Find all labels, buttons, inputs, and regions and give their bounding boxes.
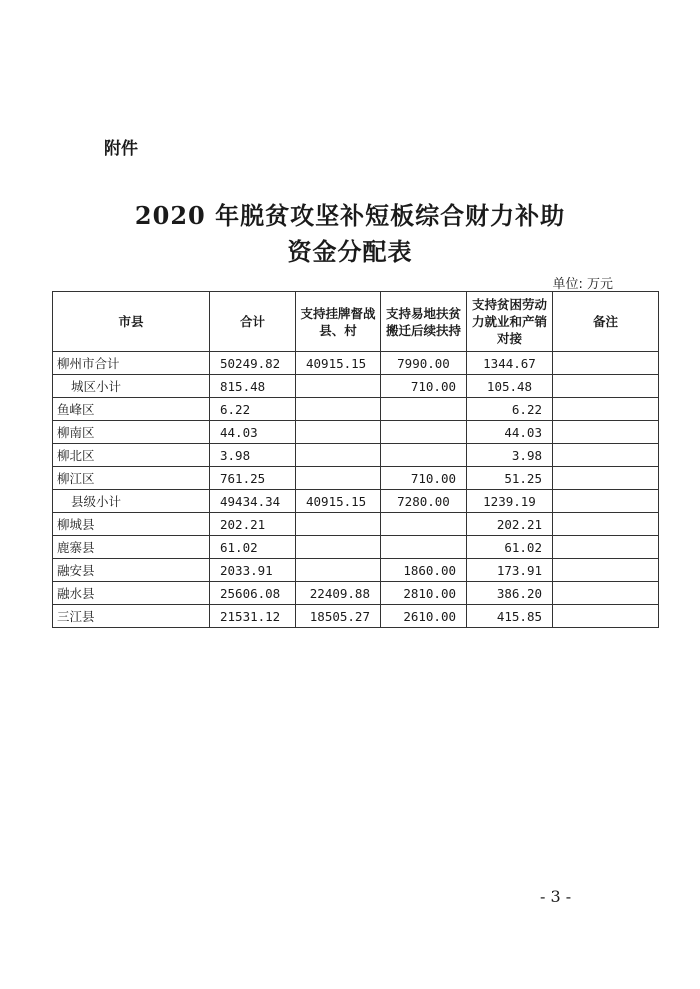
cell-city-county: 城区小计 — [53, 375, 210, 398]
cell-total: 50249.82 — [210, 352, 296, 375]
allocation-table — [52, 291, 659, 628]
cell-employment-support: 1239.19 — [467, 490, 553, 513]
cell-city-county: 三江县 — [53, 605, 210, 628]
cell-remarks — [553, 513, 659, 536]
cell-city-county: 鱼峰区 — [53, 398, 210, 421]
unit-label: 单位: 万元 — [552, 277, 613, 292]
cell-total: 49434.34 — [210, 490, 296, 513]
table-row — [53, 467, 659, 490]
cell-relocation-support: 710.00 — [381, 467, 467, 490]
cell-remarks — [553, 375, 659, 398]
cell-remarks — [553, 467, 659, 490]
cell-listed-supervision: 40915.15 — [296, 490, 381, 513]
cell-listed-supervision — [296, 536, 381, 559]
cell-listed-supervision — [296, 467, 381, 490]
cell-employment-support: 202.21 — [467, 513, 553, 536]
cell-relocation-support: 7280.00 — [381, 490, 467, 513]
cell-remarks — [553, 490, 659, 513]
page-title: 2020 年脱贫攻坚补短板综合财力补助 — [134, 201, 566, 230]
cell-remarks — [553, 582, 659, 605]
cell-listed-supervision: 40915.15 — [296, 352, 381, 375]
page-number: - 3 - — [540, 887, 572, 906]
cell-city-county: 柳江区 — [53, 467, 210, 490]
cell-employment-support: 386.20 — [467, 582, 553, 605]
cell-remarks — [553, 605, 659, 628]
cell-employment-support: 3.98 — [467, 444, 553, 467]
cell-relocation-support: 710.00 — [381, 375, 467, 398]
cell-listed-supervision — [296, 559, 381, 582]
cell-city-county: 柳州市合计 — [53, 352, 210, 375]
header-remarks: 备注 — [553, 292, 659, 352]
cell-total: 21531.12 — [210, 605, 296, 628]
table-row — [53, 536, 659, 559]
cell-listed-supervision: 18505.27 — [296, 605, 381, 628]
table-row — [53, 375, 659, 398]
cell-remarks — [553, 536, 659, 559]
cell-city-county: 鹿寨县 — [53, 536, 210, 559]
cell-relocation-support: 2810.00 — [381, 582, 467, 605]
table-row — [53, 490, 659, 513]
cell-remarks — [553, 444, 659, 467]
cell-remarks — [553, 421, 659, 444]
cell-relocation-support: 2610.00 — [381, 605, 467, 628]
cell-employment-support: 6.22 — [467, 398, 553, 421]
table-row — [53, 398, 659, 421]
cell-city-county: 柳南区 — [53, 421, 210, 444]
table-row — [53, 421, 659, 444]
cell-remarks — [553, 559, 659, 582]
cell-city-county: 融水县 — [53, 582, 210, 605]
cell-total: 761.25 — [210, 467, 296, 490]
cell-relocation-support: 1860.00 — [381, 559, 467, 582]
cell-listed-supervision — [296, 398, 381, 421]
table-row — [53, 513, 659, 536]
cell-total: 61.02 — [210, 536, 296, 559]
cell-employment-support: 1344.67 — [467, 352, 553, 375]
cell-listed-supervision — [296, 375, 381, 398]
header-employment-support: 支持贫困劳动力就业和产销对接 — [467, 292, 553, 352]
table-row — [53, 559, 659, 582]
header-city-county: 市县 — [53, 292, 210, 352]
cell-employment-support: 173.91 — [467, 559, 553, 582]
cell-city-county: 柳城县 — [53, 513, 210, 536]
cell-city-county: 县级小计 — [53, 490, 210, 513]
cell-total: 815.48 — [210, 375, 296, 398]
cell-total: 25606.08 — [210, 582, 296, 605]
cell-relocation-support — [381, 513, 467, 536]
header-listed-supervision: 支持挂牌督战县、村 — [296, 292, 381, 352]
cell-employment-support: 51.25 — [467, 467, 553, 490]
cell-employment-support: 61.02 — [467, 536, 553, 559]
table-row — [53, 582, 659, 605]
header-total: 合计 — [210, 292, 296, 352]
cell-employment-support: 415.85 — [467, 605, 553, 628]
table-row — [53, 352, 659, 375]
table-row — [53, 444, 659, 467]
cell-city-county: 融安县 — [53, 559, 210, 582]
cell-remarks — [553, 352, 659, 375]
cell-relocation-support: 7990.00 — [381, 352, 467, 375]
cell-relocation-support — [381, 444, 467, 467]
attachment-label: 附件 — [104, 139, 138, 159]
cell-total: 44.03 — [210, 421, 296, 444]
cell-total: 202.21 — [210, 513, 296, 536]
page-title-line2: 资金分配表 — [287, 237, 413, 266]
table-header-row — [53, 292, 659, 352]
cell-relocation-support — [381, 398, 467, 421]
cell-listed-supervision — [296, 444, 381, 467]
cell-listed-supervision — [296, 513, 381, 536]
cell-relocation-support — [381, 421, 467, 444]
cell-remarks — [553, 398, 659, 421]
table-row — [53, 605, 659, 628]
cell-listed-supervision — [296, 421, 381, 444]
cell-relocation-support — [381, 536, 467, 559]
cell-listed-supervision: 22409.88 — [296, 582, 381, 605]
cell-total: 3.98 — [210, 444, 296, 467]
cell-city-county: 柳北区 — [53, 444, 210, 467]
header-relocation-support: 支持易地扶贫搬迁后续扶持 — [381, 292, 467, 352]
cell-total: 2033.91 — [210, 559, 296, 582]
cell-total: 6.22 — [210, 398, 296, 421]
cell-employment-support: 105.48 — [467, 375, 553, 398]
cell-employment-support: 44.03 — [467, 421, 553, 444]
